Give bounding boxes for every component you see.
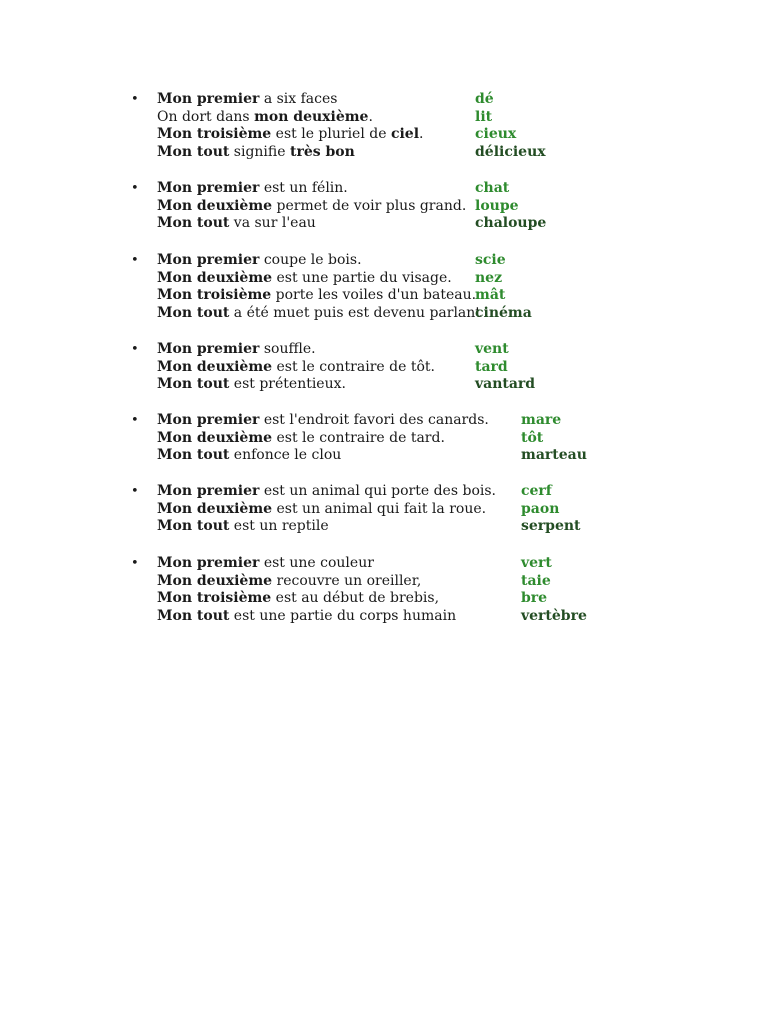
- bullet: •: [131, 556, 139, 571]
- riddle-line: [157, 215, 757, 233]
- riddle-line: [157, 412, 757, 430]
- riddle-line: [157, 573, 757, 591]
- clue: Mon premier est l'endroit favori des canards.: [157, 412, 489, 428]
- answer: loupe: [475, 197, 519, 214]
- bullet: •: [131, 342, 139, 357]
- answer: mât: [475, 287, 506, 303]
- answer: mare: [521, 412, 562, 428]
- riddle-line: [157, 252, 757, 270]
- riddle-line: [157, 447, 757, 465]
- clue: Mon deuxième est une partie du visage.: [157, 269, 452, 286]
- riddle-line: [157, 305, 757, 323]
- riddle-line: [157, 126, 757, 144]
- bullet: •: [131, 92, 139, 107]
- answer: chat: [475, 180, 510, 196]
- answer: bre: [521, 590, 548, 606]
- riddle-line: [157, 341, 757, 359]
- final-answer: marteau: [521, 447, 587, 463]
- clue: Mon premier est un félin.: [157, 180, 348, 196]
- riddle-line: [157, 270, 757, 288]
- answer: cieux: [475, 126, 517, 142]
- riddle-line: [157, 287, 757, 305]
- riddle-line: [157, 180, 757, 198]
- clue: Mon tout enfonce le clou: [157, 447, 342, 463]
- final-answer: chaloupe: [475, 215, 547, 231]
- riddle-line: [157, 144, 757, 162]
- riddle-line: [157, 608, 757, 626]
- bullet: •: [131, 484, 139, 499]
- answer: tôt: [521, 429, 544, 446]
- answer: scie: [475, 252, 506, 268]
- clue: Mon troisième porte les voiles d'un bateau.: [157, 287, 477, 303]
- riddle-line: [157, 430, 757, 448]
- bullet: •: [131, 181, 139, 196]
- riddle-line: [157, 359, 757, 377]
- answer: taie: [521, 572, 551, 589]
- riddle-line: [157, 555, 757, 573]
- riddle-line: [157, 501, 757, 519]
- clue: Mon tout signifie très bon: [157, 143, 355, 160]
- answer: dé: [475, 91, 494, 107]
- clue: Mon premier souffle.: [157, 341, 316, 357]
- clue: Mon premier a six faces: [157, 91, 338, 107]
- answer: vert: [521, 555, 552, 571]
- riddle-line: [157, 91, 757, 109]
- answer: cerf: [521, 483, 552, 499]
- answer: vent: [475, 341, 509, 357]
- clue: Mon deuxième recouvre un oreiller,: [157, 572, 422, 589]
- answer: nez: [475, 269, 503, 286]
- answer: paon: [521, 500, 560, 517]
- final-answer: délicieux: [475, 143, 546, 160]
- clue: Mon troisième est au début de brebis,: [157, 590, 440, 606]
- riddle-line: [157, 518, 757, 536]
- riddle-line: [157, 483, 757, 501]
- clue: Mon deuxième est le contraire de tard.: [157, 429, 445, 446]
- clue: Mon premier est une couleur: [157, 555, 374, 571]
- clue: Mon tout est prétentieux.: [157, 376, 346, 392]
- clue: Mon troisième est le pluriel de ciel.: [157, 126, 424, 142]
- clue: Mon deuxième permet de voir plus grand.: [157, 197, 467, 214]
- riddle-line: [157, 109, 757, 127]
- final-answer: serpent: [521, 518, 581, 534]
- riddle-line: [157, 376, 757, 394]
- clue: Mon tout est une partie du corps humain: [157, 607, 457, 624]
- bullet: •: [131, 253, 139, 268]
- final-answer: vantard: [475, 376, 536, 392]
- clue: Mon premier est un animal qui porte des bois.: [157, 483, 496, 499]
- riddle-line: [157, 590, 757, 608]
- clue: Mon tout est un reptile: [157, 518, 329, 534]
- bullet: •: [131, 413, 139, 428]
- answer: tard: [475, 358, 508, 375]
- answer: lit: [475, 108, 493, 125]
- clue: On dort dans mon deuxième.: [157, 108, 373, 125]
- clue: Mon tout va sur l'eau: [157, 215, 316, 231]
- clue: Mon deuxième est un animal qui fait la roue.: [157, 500, 487, 517]
- clue: Mon tout a été muet puis est devenu parlant: [157, 304, 481, 321]
- final-answer: vertèbre: [521, 607, 587, 624]
- clue: Mon premier coupe le bois.: [157, 252, 362, 268]
- clue: Mon deuxième est le contraire de tôt.: [157, 358, 435, 375]
- riddle-line: [157, 198, 757, 216]
- final-answer: cinéma: [475, 304, 532, 321]
